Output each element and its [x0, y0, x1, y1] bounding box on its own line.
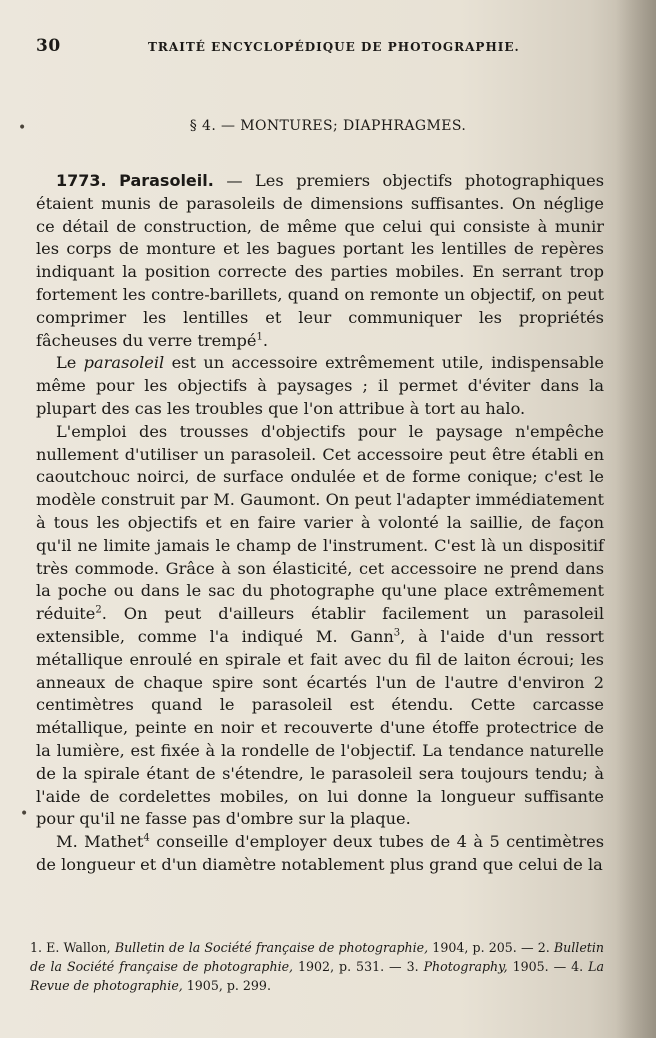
paragraph-4-text-a: M. Mathet: [56, 832, 144, 852]
paragraph-2-text: est un accessoire extrêmement utile, indispensable même pour les objectifs à paysages ; il permet d'éviter dans la plupart des cas les troubles que l'on attribue à tort au halo.: [36, 353, 604, 418]
paragraph-4-text-b: conseille d'employer deux tubes de 4 à 5 centimètres de longueur et d'un diamètre notablement plus grand que celui de la: [36, 832, 604, 874]
emphasis-parasoleil: parasoleil: [83, 353, 165, 373]
footnote-1-journal: Bulletin de la Société française de photographie,: [114, 940, 429, 955]
footnote-2-ref: 1902, p. 531. — 3.: [293, 959, 424, 974]
paragraph-2-lead: Le: [56, 353, 84, 373]
footnote-ref-2[interactable]: 2: [95, 604, 102, 616]
page-number: 30: [36, 36, 61, 56]
paragraph-4: [36, 831, 604, 877]
article-number: 1773.: [56, 171, 107, 190]
paragraph-3-text-a: L'emploi des trousses d'objectifs pour le paysage n'empêche nullement d'utiliser un parasoleil. Cet accessoire peut être établi en caoutchouc noirci, de surface ondulée et de forme conique; c'est le modèle construit par M. Gaumont. On peut l'adapter immédiatement à tous les objectifs et en faire varier à volonté la saillie, de façon qu'il ne limite jamais le champ de l'instrument. C'est là un dispositif très commode. Grâce à son élasticité, cet accessoire ne prend dans la poche ou dans le sac du photographe qu'une place extrêmement réduite: [36, 421, 604, 624]
footnote-1-lead: 1. E. Wallon,: [30, 940, 115, 955]
page-gutter-shadow: [616, 0, 656, 1038]
running-title: TRAITÉ ENCYCLOPÉDIQUE DE PHOTOGRAPHIE.: [148, 40, 520, 54]
article-body: [36, 170, 604, 877]
section-heading: § 4. — MONTURES; DIAPHRAGMES.: [189, 118, 467, 134]
footnote-3-ref: 1905. — 4.: [507, 959, 589, 974]
paragraph-3: [36, 421, 604, 831]
margin-dot-mark: •: [18, 120, 27, 136]
paragraph-1: 1773. Parasoleil. — Les premiers objectifs photographiques étaient munis de parasoleils de dimensions suffisantes. On néglige ce détail de construction, de même que celui qui consiste à munir les corps de monture et les bagues portant les lentilles de repères indiquant la position correcte des parties mobiles. En serrant trop fortement les contre-barillets, quand on remonte un objectif, on peut comprimer les lentilles et leur communiquer les propriétés fâcheuses du verre trempé$^1$.: [36, 171, 605, 350]
footnotes: [30, 938, 604, 995]
running-header: [36, 36, 604, 58]
footnote-2-journal: Bulletin de la Société française de photographie,: [30, 940, 604, 974]
footnote-ref-3[interactable]: 3: [393, 627, 401, 639]
footnote-4-ref: 1905, p. 299.: [182, 978, 271, 993]
paragraph-3-text-c: , à l'aide d'un ressort métallique enroulé en spirale et fait avec du fil de laiton écroui; les anneaux de chaque spire sont écartés l'un de l'autre d'environ 2 centimètres quand le parasoleil est étendu. Cette carcasse métallique, peinte en noir et recouverte d'une étoffe protectrice de la lumière, est fixée à la rondelle de l'objectif. La tendance naturelle de la spirale étant de s'étendre, le parasoleil sera toujours tendu; à l'aide de cordelettes mobiles, on lui donne la longueur suffisante pour qu'il ne fasse pas d'ombre sur la plaque.: [36, 626, 604, 829]
footnote-1-ref: 1904, p. 205. — 2.: [428, 940, 554, 955]
paragraph-2: [36, 352, 604, 420]
footnote-3-journal: Photography,: [423, 959, 508, 974]
paragraph-1-text: — Les premiers objectifs photographiques étaient munis de parasoleils de dimensions suffisantes. On néglige ce détail de construction, de même que celui qui consiste à munir les corps de monture et les bagues portant les lentilles de repères indiquant la position correcte des parties mobiles. En serrant trop fortement les contre-barillets, quand on remonte un objectif, on peut comprimer les lentilles et leur communiquer les propriétés fâcheuses du verre trempé: [36, 171, 605, 350]
footnote-ref-4[interactable]: 4: [143, 832, 150, 844]
paragraph-3-text-b: . On peut d'ailleurs établir facilement un parasoleil extensible, comme l'a indiqué M. Gann: [36, 604, 604, 646]
margin-dot-mark: •: [20, 806, 29, 822]
article-title: Parasoleil.: [119, 171, 214, 190]
footnote-ref-1[interactable]: 1: [256, 331, 263, 343]
footnote-4-journal: La Revue de photographie,: [30, 959, 604, 993]
